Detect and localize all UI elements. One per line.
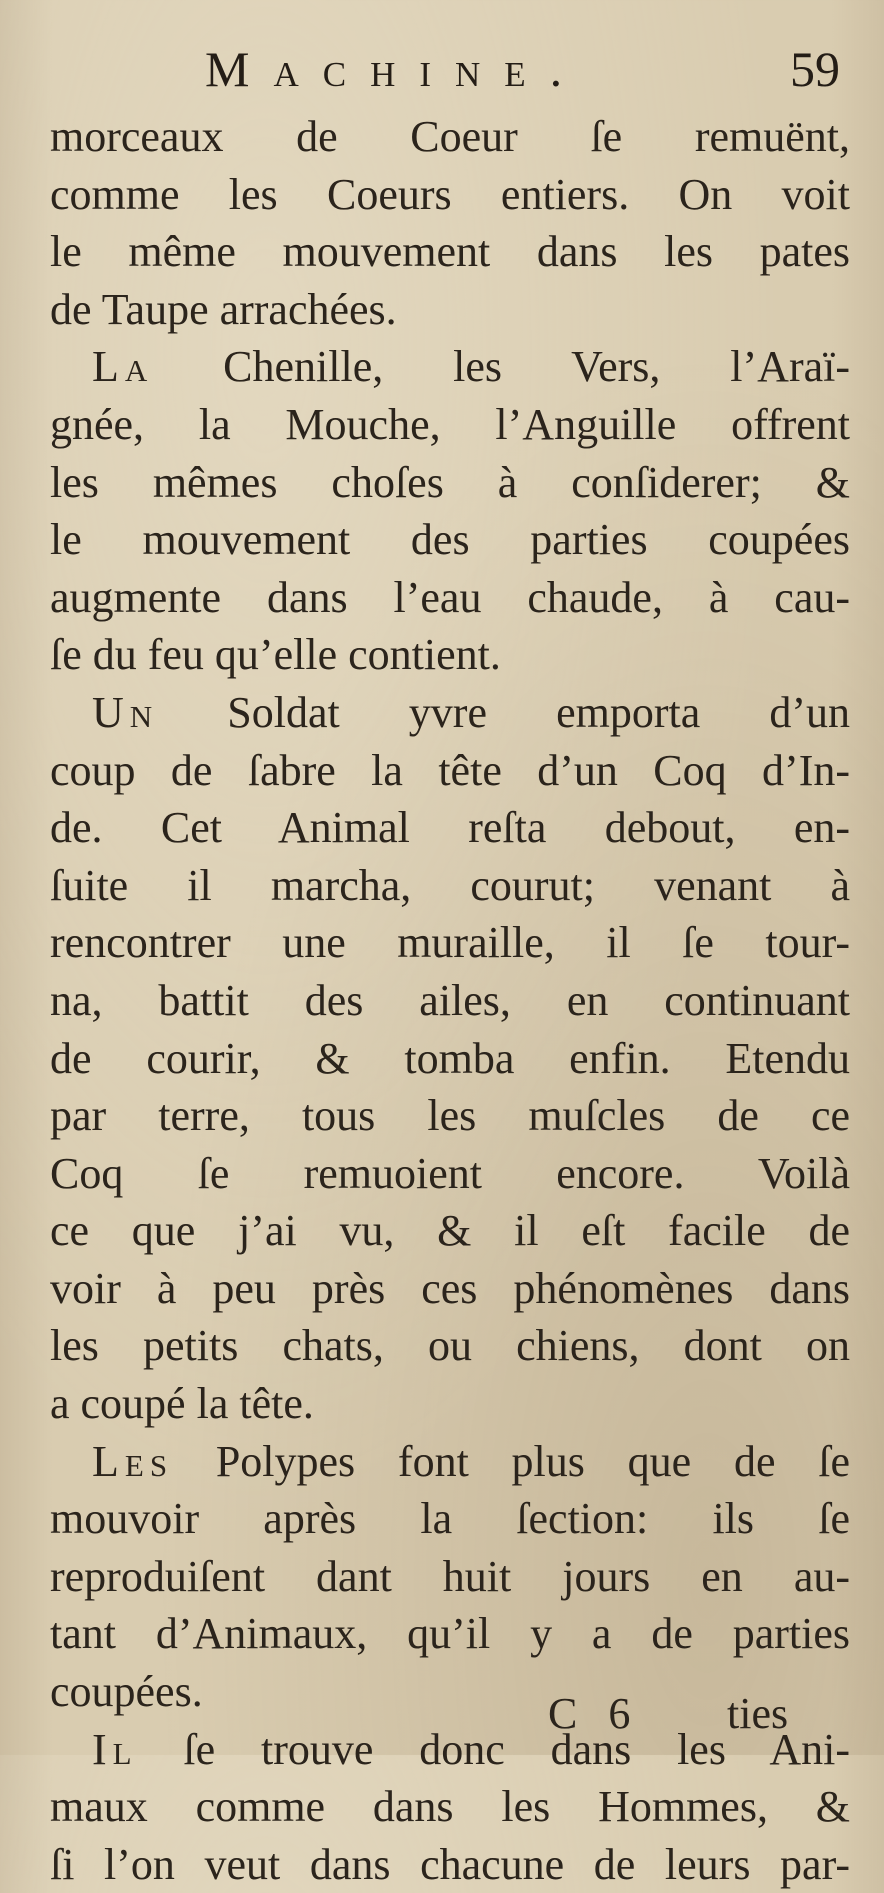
line-text: augmente dans l’eau chaude, à cau- [50,572,850,622]
line-text: le mouvement des parties coupées [50,515,850,565]
line-text: coupées. [50,1667,203,1717]
line-text: Chenille, les Vers, l’Araï- [153,342,850,392]
line-text: ce que j’ai vu, & il eſt facile de [50,1206,850,1256]
text-line [50,1375,850,1433]
text-line [50,1260,850,1318]
text-line [50,511,850,569]
line-text: les petits chats, ou chiens, dont on [50,1321,850,1371]
text-line [50,742,850,800]
line-text: les mêmes choſes à conſiderer; & [50,457,850,507]
catchword: ties [727,1689,789,1738]
text-line [50,223,850,281]
line-text: Soldat yvre emporta d’un [158,687,850,737]
line-text: na, battit des ailes, en continuant [50,975,850,1025]
line-text: Polypes font plus que de ſe [173,1436,850,1486]
text-line [50,1605,850,1663]
line-text: coup de ſabre la tête d’un Coq d’In- [50,745,850,795]
line-text: de Taupe arrachées. [50,284,397,334]
line-text: ſi l’on veut dans chacune de leurs par- [50,1839,850,1889]
text-line [50,1145,850,1203]
page-number: 59 [790,41,840,97]
line-text: maux comme dans les Hommes, & [50,1782,850,1832]
text-line [50,684,850,742]
paragraph-lead-word: La [92,342,154,392]
line-text: gnée, la Mouche, l’Anguille offrent [50,399,850,449]
line-text: a coupé la tête. [50,1379,314,1429]
line-text: par terre, tous les muſcles de ce [50,1091,850,1141]
paragraph-lead-word: Un [92,687,159,737]
text-line [50,338,850,396]
text-line [50,281,850,339]
text-line [50,166,850,224]
line-text: mouvoir après la ſection: ils ſe [50,1494,850,1544]
text-line [50,1490,850,1548]
paragraph-lead-word: Il [92,1724,138,1774]
line-text: Coq ſe remuoient encore. Voilà [50,1148,850,1198]
line-text: de courir, & tomba enfin. Etendu [50,1033,850,1083]
text-line [50,569,850,627]
text-line [50,1548,850,1606]
line-text: comme les Coeurs entiers. On voit [50,169,850,219]
text-line [50,1087,850,1145]
text-line [50,1317,850,1375]
text-line [50,857,850,915]
text-line [50,972,850,1030]
line-text: le même mouvement dans les pates [50,227,850,277]
text-line [50,396,850,454]
text-line [50,1030,850,1088]
text-line [50,1433,850,1491]
line-text: voir à peu près ces phénomènes dans [50,1263,850,1313]
line-text: ſe du feu qu’elle contient. [50,630,501,680]
text-line [50,626,850,684]
line-text: ſe trouve donc dans les Ani- [137,1724,850,1774]
text-line [50,454,850,512]
paragraph-lead-word: Les [92,1436,174,1486]
text-line [50,914,850,972]
text-line [50,1202,850,1260]
running-head: Machine. [205,41,587,97]
line-text: de. Cet Animal reſta debout, en- [50,803,850,853]
line-text: reproduiſent dant huit jours en au- [50,1551,850,1601]
text-line [50,1836,850,1893]
signature-mark: C 6 [548,1689,641,1738]
text-line [50,1778,850,1836]
page-footer [0,1685,884,1745]
line-text: ſuite il marcha, courut; venant à [50,860,850,910]
line-text: tant d’Animaux, qu’il y a de parties [50,1609,850,1659]
page-header [0,34,884,104]
line-text: morceaux de Coeur ſe remuënt, [50,112,850,161]
text-line [50,108,850,166]
text-line [50,799,850,857]
line-text: rencontrer une muraille, il ſe tour- [50,918,850,968]
body-text [50,108,850,1893]
